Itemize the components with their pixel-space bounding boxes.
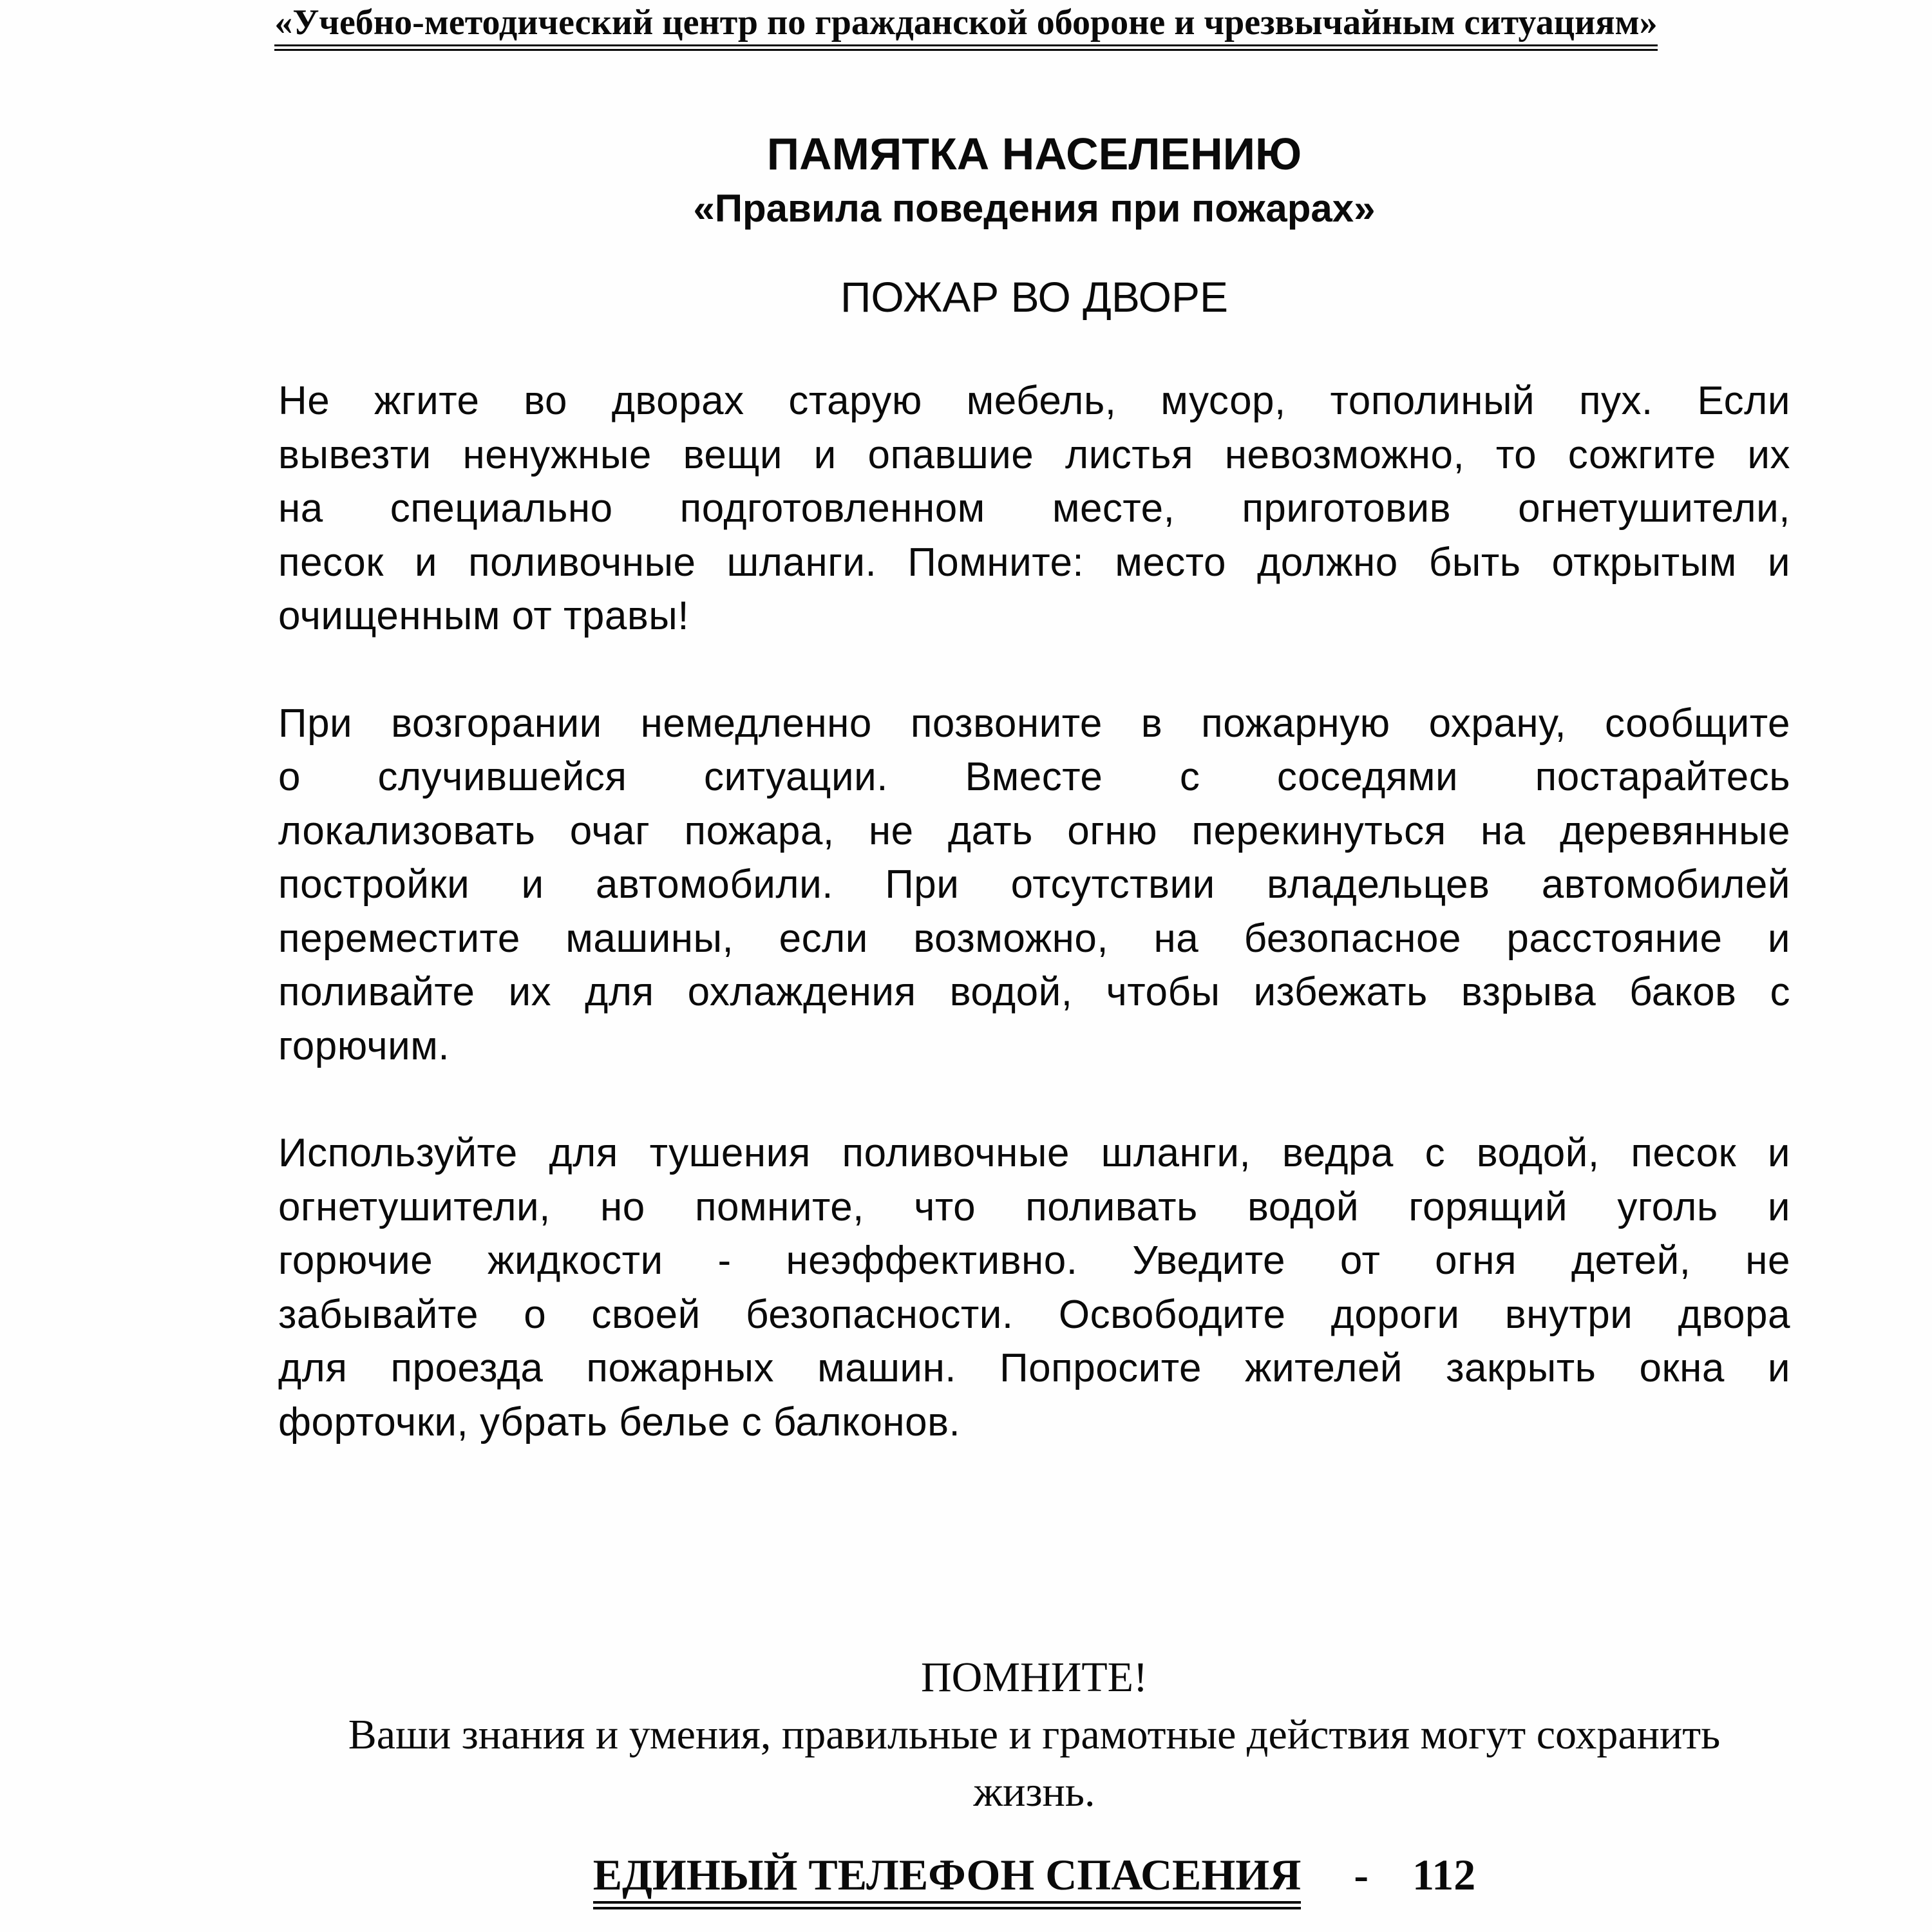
body-text	[278, 374, 1790, 1502]
paragraph-line: Не жгите во дворах старую мебель, мусор, тополиный пух. Если	[278, 379, 1790, 423]
emergency-phone-line	[278, 1851, 1790, 1909]
emergency-phone-number: 112	[1412, 1850, 1476, 1899]
paragraph-line: песок и поливочные шланги. Помните: место должно быть открытым и	[278, 540, 1790, 585]
paragraph-line: для проезда пожарных машин. Попросите жителей закрыть окна и	[278, 1346, 1790, 1390]
reminder-heading: ПОМНИТЕ!	[921, 1654, 1148, 1701]
paragraph-line: на специально подготовленном месте, приготовив огнетушители,	[278, 486, 1790, 531]
paragraph-line: вывезти ненужные вещи и опавшие листья невозможно, то сожгите их	[278, 432, 1790, 477]
paragraph-line: При возгорании немедленно позвоните в пожарную охрану, сообщите	[278, 701, 1790, 746]
reminder-block	[278, 1649, 1790, 1821]
paragraph-line: горючим.	[278, 1023, 450, 1068]
paragraph-line: переместите машины, если возможно, на безопасное расстояние и	[278, 916, 1790, 961]
paragraph-line: форточки, убрать белье с балконов.	[278, 1399, 961, 1444]
paragraph-line: Используйте для тушения поливочные шланги, ведра с водой, песок и	[278, 1131, 1790, 1175]
paragraph-line: забывайте о своей безопасности. Освободите дороги внутри двора	[278, 1292, 1790, 1337]
document-content	[278, 0, 1790, 1932]
reminder-line: Ваши знания и умения, правильные и грамотные действия могут сохранить	[348, 1711, 1721, 1758]
paragraph-line: локализовать очаг пожара, не дать огню перекинуться на деревянные	[278, 808, 1790, 853]
reminder-line: жизнь.	[973, 1768, 1095, 1815]
page-subtitle: «Правила поведения при пожарах»	[693, 187, 1376, 230]
section-heading: ПОЖАР ВО ДВОРЕ	[840, 273, 1229, 321]
paragraph-line: огнетушители, но помните, что поливать водой горящий уголь и	[278, 1184, 1790, 1229]
paragraph-line: постройки и автомобили. При отсутствии владельцев автомобилей	[278, 862, 1790, 907]
organization-header-text: «Учебно-методический центр по гражданской обороне и чрезвычайным ситуациям»	[274, 2, 1657, 51]
paragraph-line: горючие жидкости - неэффективно. Уведите от огня детей, не	[278, 1238, 1790, 1283]
page-title: ПАМЯТКА НАСЕЛЕНИЮ	[766, 129, 1302, 179]
separator-dash: -	[1354, 1850, 1368, 1899]
paragraph	[278, 374, 1790, 643]
paragraph-line: поливайте их для охлаждения водой, чтобы избежать взрыва баков с	[278, 970, 1790, 1014]
emergency-phone-label: ЕДИНЫЙ ТЕЛЕФОН СПАСЕНИЯ	[593, 1851, 1302, 1909]
paragraph	[278, 1126, 1790, 1449]
paragraph	[278, 697, 1790, 1074]
paragraph-line: очищенным от травы!	[278, 594, 690, 638]
paragraph-line: о случившейся ситуации. Вместе с соседями постарайтесь	[278, 755, 1790, 799]
